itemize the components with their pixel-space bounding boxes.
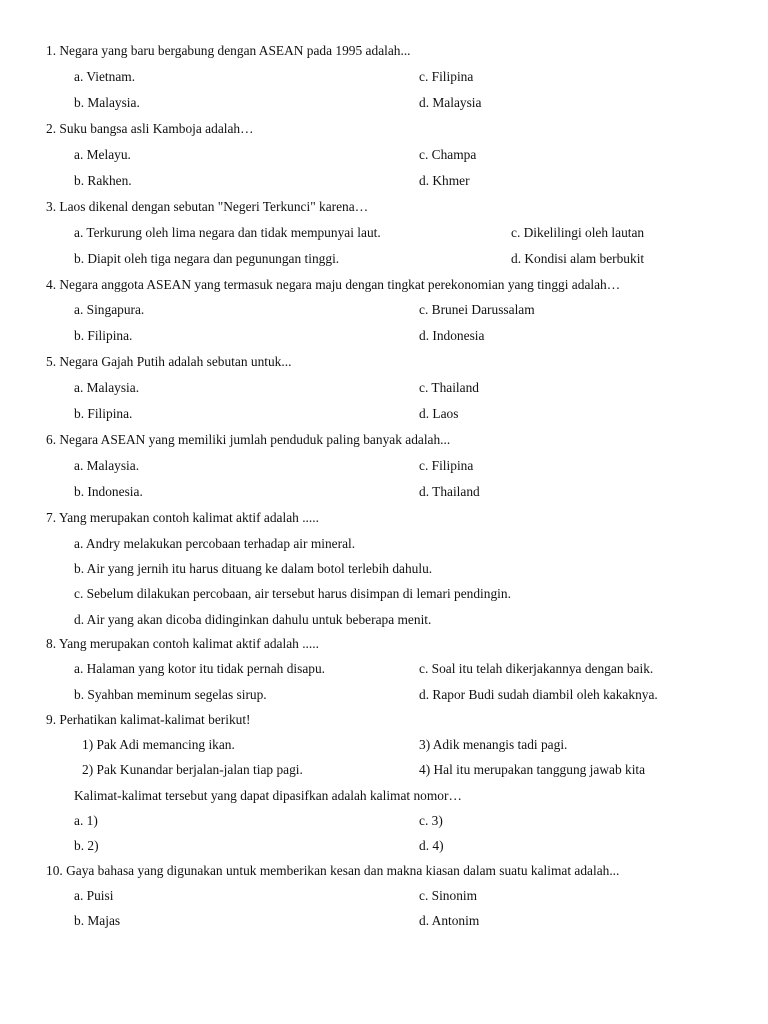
question-10-option-c: c. Sinonim (419, 888, 478, 903)
question-3-option-c: c. Dikelilingi oleh lautan (511, 225, 645, 240)
question-10-option-a: a. Puisi (74, 888, 114, 903)
question-3-option-a: a. Terkurung oleh lima negara dan tidak mempunyai laut. (74, 225, 381, 240)
question-4-option-d: d. Indonesia (419, 328, 485, 343)
question-9-item-3: 3) Adik menangis tadi pagi. (419, 737, 568, 752)
question-5-option-d: d. Laos (419, 406, 459, 421)
question-7-option-b: b. Air yang jernih itu harus dituang ke dalam botol terlebih dahulu. (74, 561, 433, 576)
question-2-option-a: a. Melayu. (74, 147, 131, 162)
question-9-option-d: d. 4) (419, 838, 444, 853)
question-9-option-c: c. 3) (419, 813, 443, 828)
question-5-option-a: a. Malaysia. (74, 380, 140, 395)
question-9-item-4: 4) Hal itu merupakan tanggung jawab kita (419, 762, 646, 777)
question-6-option-a: a. Malaysia. (74, 458, 140, 473)
question-4-stem: 4. Negara anggota ASEAN yang termasuk negara maju dengan tingkat perekonomian yang tinggi adalah… (46, 277, 621, 292)
question-6-option-b: b. Indonesia. (74, 484, 143, 499)
question-9-prompt: Kalimat-kalimat tersebut yang dapat dipasifkan adalah kalimat nomor… (74, 788, 462, 803)
question-2-option-c: c. Champa (419, 147, 477, 162)
question-3-stem: 3. Laos dikenal dengan sebutan "Negeri Terkunci" karena… (46, 199, 369, 214)
question-4-option-a: a. Singapura. (74, 302, 145, 317)
question-8-option-b: b. Syahban meminum segelas sirup. (74, 687, 267, 702)
question-8-stem: 8. Yang merupakan contoh kalimat aktif adalah ..... (46, 636, 319, 651)
question-7-option-a: a. Andry melakukan percobaan terhadap air mineral. (74, 536, 356, 551)
question-7-option-d: d. Air yang akan dicoba didinginkan dahulu untuk beberapa menit. (74, 612, 432, 627)
question-3-option-d: d. Kondisi alam berbukit (511, 251, 645, 266)
question-10-option-b: b. Majas (74, 913, 121, 928)
question-1-option-d: d. Malaysia (419, 95, 482, 110)
question-8-option-a: a. Halaman yang kotor itu tidak pernah disapu. (74, 661, 326, 676)
question-6-stem: 6. Negara ASEAN yang memiliki jumlah penduduk paling banyak adalah... (46, 432, 451, 447)
question-9-item-2: 2) Pak Kunandar berjalan-jalan tiap pagi. (82, 762, 303, 777)
question-2-stem: 2. Suku bangsa asli Kamboja adalah… (46, 121, 254, 136)
question-8-option-c: c. Soal itu telah dikerjakannya dengan baik. (419, 661, 654, 676)
question-6-option-c: c. Filipina (419, 458, 474, 473)
question-5-stem: 5. Negara Gajah Putih adalah sebutan untuk... (46, 354, 292, 369)
question-9-stem: 9. Perhatikan kalimat-kalimat berikut! (46, 712, 251, 727)
question-1-option-c: c. Filipina (419, 69, 474, 84)
question-2-option-b: b. Rakhen. (74, 173, 132, 188)
question-2-option-d: d. Khmer (419, 173, 470, 188)
question-9-option-a: a. 1) (74, 813, 98, 828)
question-10-option-d: d. Antonim (419, 913, 480, 928)
question-5-option-b: b. Filipina. (74, 406, 133, 421)
question-1-option-a: a. Vietnam. (74, 69, 136, 84)
question-9-item-1: 1) Pak Adi memancing ikan. (82, 737, 235, 752)
question-1-stem: 1. Negara yang baru bergabung dengan ASEAN pada 1995 adalah... (46, 43, 411, 58)
question-8-option-d: d. Rapor Budi sudah diambil oleh kakaknya. (419, 687, 658, 702)
question-4-option-c: c. Brunei Darussalam (419, 302, 535, 317)
question-7-stem: 7. Yang merupakan contoh kalimat aktif adalah ..... (46, 510, 319, 525)
question-10-stem: 10. Gaya bahasa yang digunakan untuk memberikan kesan dan makna kiasan dalam suatu kalimat adalah... (46, 863, 620, 878)
question-5-option-c: c. Thailand (419, 380, 479, 395)
question-1-option-b: b. Malaysia. (74, 95, 140, 110)
question-7-option-c: c. Sebelum dilakukan percobaan, air tersebut harus disimpan di lemari pendingin. (74, 586, 511, 601)
question-6-option-d: d. Thailand (419, 484, 480, 499)
question-3-option-b: b. Diapit oleh tiga negara dan pegunungan tinggi. (74, 251, 340, 266)
question-9-option-b: b. 2) (74, 838, 99, 853)
question-4-option-b: b. Filipina. (74, 328, 133, 343)
